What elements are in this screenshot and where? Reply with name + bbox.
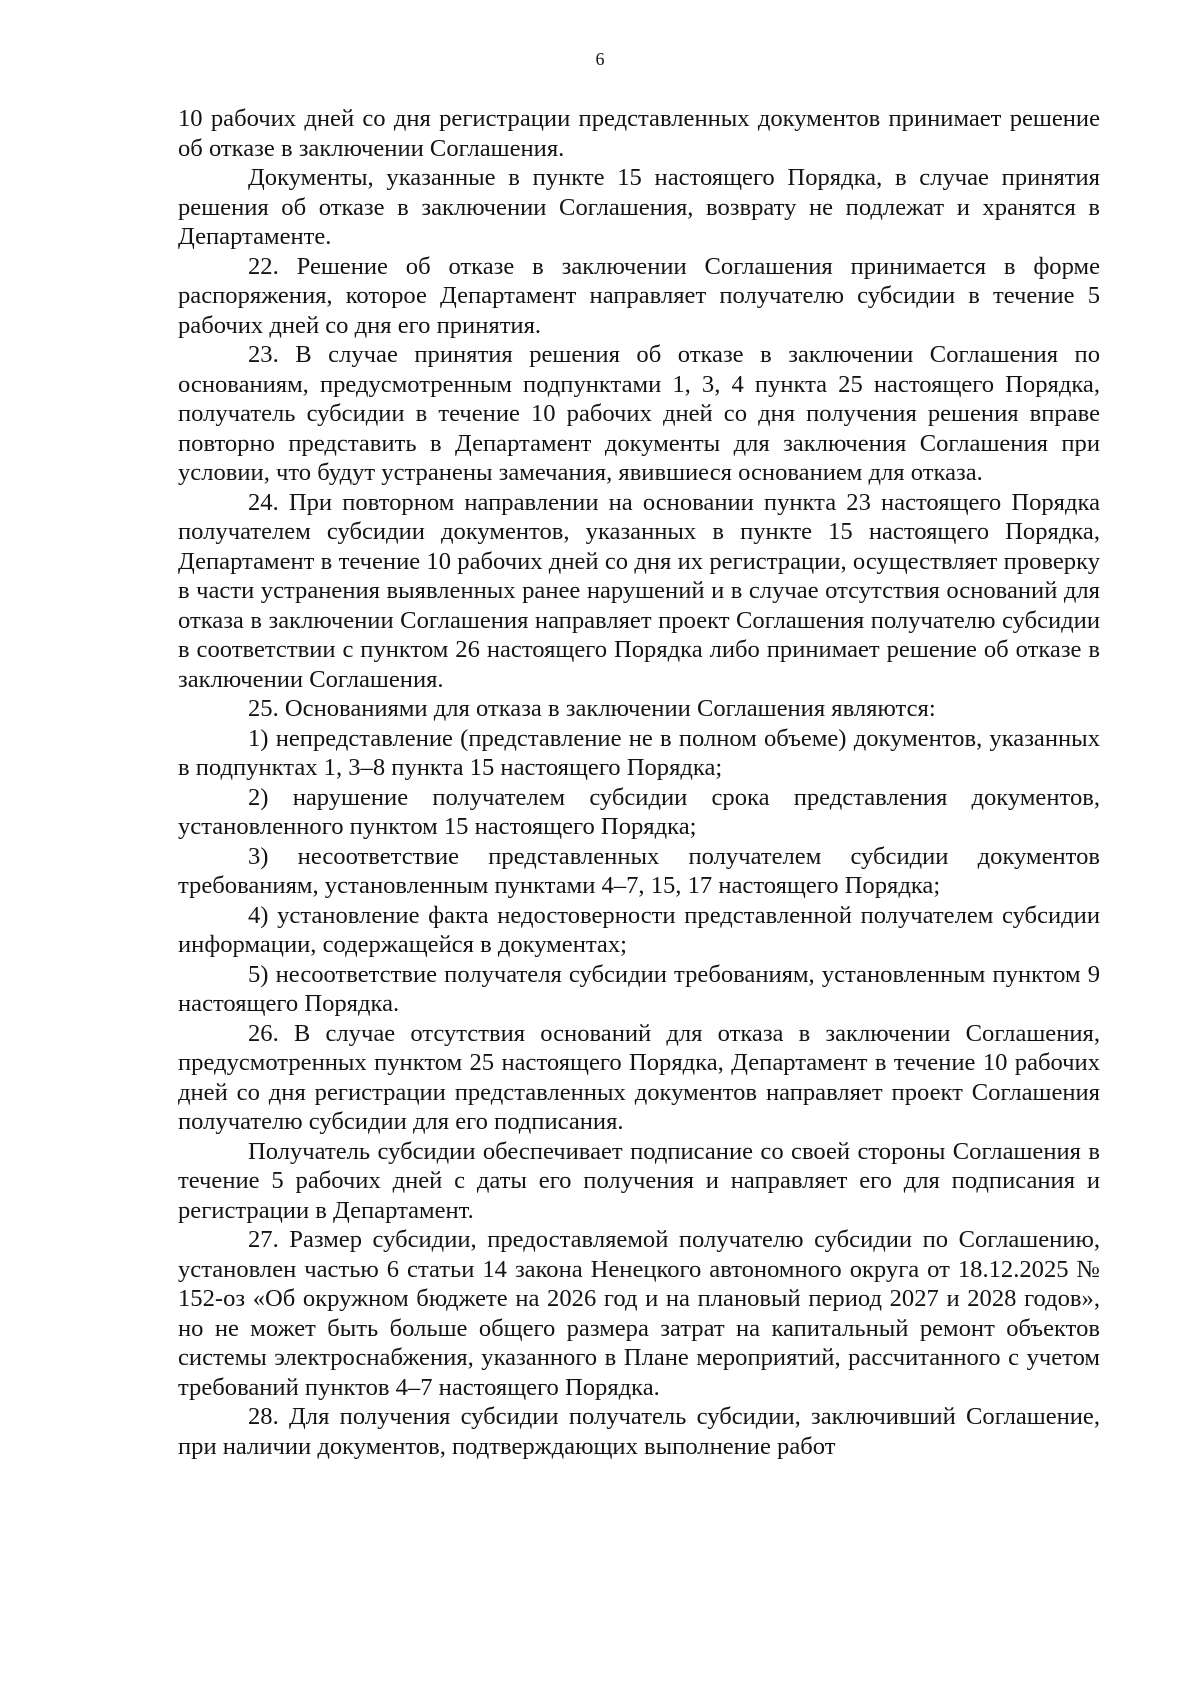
subparagraph-25-5: 5) несоответствие получателя субсидии требованиям, установленным пунктом 9 настоящего Порядка. bbox=[178, 960, 1100, 1017]
paragraph-23: 23. В случае принятия решения об отказе в заключении Соглашения по основаниям, предусмотренным подпунктами 1, 3, 4 пункта 25 настоящего Порядка, получатель субсидии в течение 10 рабочих дней со дня получения решения вправе повторно представить в Департамент документы для заключения Соглашения при условии, что будут устранены замечания, явившиеся основанием для отказа. bbox=[178, 341, 1100, 486]
subparagraph-25-4: 4) установление факта недостоверности представленной получателем субсидии информации, содержащейся в документах; bbox=[178, 901, 1100, 958]
paragraph-25: 25. Основаниями для отказа в заключении Соглашения являются: bbox=[248, 695, 936, 722]
paragraph-continuation: 10 рабочих дней со дня регистрации представленных документов принимает решение об отказе в заключении Соглашения. bbox=[178, 105, 1100, 162]
subparagraph-25-1: 1) непредставление (представление не в полном объеме) документов, указанных в подпунктах 1, 3–8 пункта 15 настоящего Порядка; bbox=[178, 724, 1100, 781]
page-number: 6 bbox=[595, 49, 605, 69]
paragraph-28: 28. Для получения субсидии получатель субсидии, заключивший Соглашение, при наличии документов, подтверждающих выполнение работ bbox=[178, 1403, 1100, 1460]
paragraph-26: 26. В случае отсутствия оснований для отказа в заключении Соглашения, предусмотренных пунктом 25 настоящего Порядка, Департамент в течение 10 рабочих дней со дня регистрации представленных документов направляет проект Соглашения получателю субсидии для его подписания. bbox=[178, 1019, 1100, 1135]
paragraph-documents-retention: Документы, указанные в пункте 15 настоящего Порядка, в случае принятия решения об отказе в заключении Соглашения, возврату не подлежат и хранятся в Департаменте. bbox=[178, 164, 1100, 250]
paragraph-22: 22. Решение об отказе в заключении Соглашения принимается в форме распоряжения, которое Департамент направляет получателю субсидии в течение 5 рабочих дней со дня его принятия. bbox=[178, 252, 1100, 339]
paragraph-27: 27. Размер субсидии, предоставляемой получателю субсидии по Соглашению, установлен частью 6 статьи 14 закона Ненецкого автономного округа от 18.12.2025 № 152-оз «Об окружном бюджете на 2026 год и на плановый период 2027 и 2028 годов», но не может быть больше общего размера затрат на капитальный ремонт объектов системы электроснабжения, указанного в Плане мероприятий, рассчитанного с учетом требований пунктов 4–7 настоящего Порядка. bbox=[178, 1226, 1100, 1401]
paragraph-26-signing: Получатель субсидии обеспечивает подписание со своей стороны Соглашения в течение 5 рабочих дней с даты его получения и направляет его для подписания и регистрации в Департамент. bbox=[178, 1137, 1100, 1224]
subparagraph-25-3: 3) несоответствие представленных получателем субсидии документов требованиям, установленным пунктами 4–7, 15, 17 настоящего Порядка; bbox=[178, 842, 1100, 899]
subparagraph-25-2: 2) нарушение получателем субсидии срока представления документов, установленного пунктом 15 настоящего Порядка; bbox=[178, 783, 1100, 840]
document-body bbox=[178, 104, 1100, 1461]
paragraph-24: 24. При повторном направлении на основании пункта 23 настоящего Порядка получателем субсидии документов, указанных в пункте 15 настоящего Порядка, Департамент в течение 10 рабочих дней со дня их регистрации, осуществляет проверку в части устранения выявленных ранее нарушений и в случае отсутствия оснований для отказа в заключении Соглашения направляет проект Соглашения получателю субсидии в соответствии с пунктом 26 настоящего Порядка либо принимает решение об отказе в заключении Соглашения. bbox=[178, 488, 1100, 693]
